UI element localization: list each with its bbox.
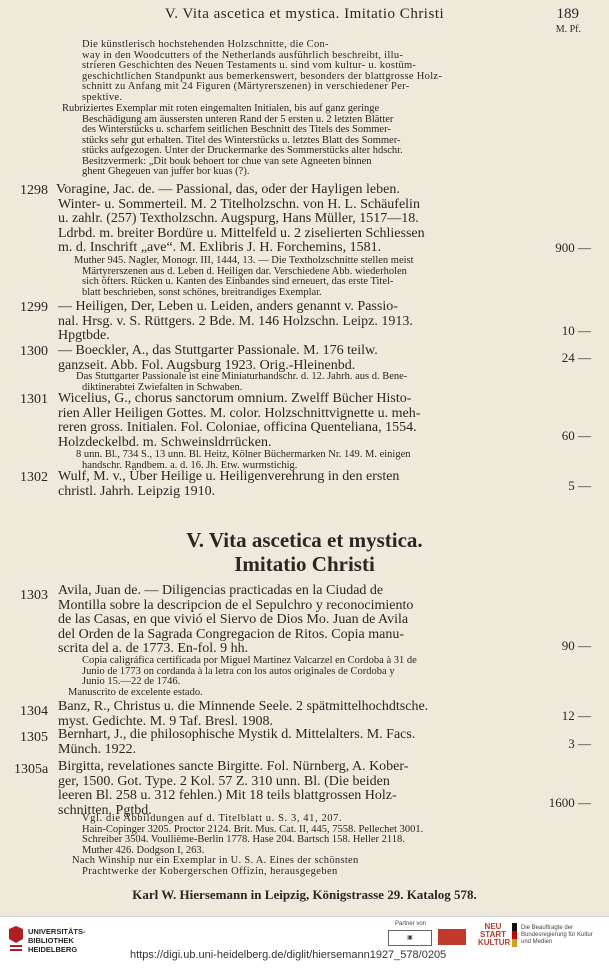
- price: 90 —: [561, 638, 591, 653]
- entry-number: 1300: [20, 344, 48, 359]
- neustart-kultur-logo: NEU START KULTUR: [478, 922, 511, 947]
- viewer-bottom-bar: [0, 916, 609, 968]
- entry-number: 1302: [20, 470, 48, 485]
- currency-label: M. Pf.: [555, 24, 581, 35]
- entry-number: 1299: [20, 300, 48, 315]
- entry-1300: — Boeckler, A., das Stuttgarter Passionale. M. 176 teilw. ganzseit. Abb. Fol. Augsburg 1923. Orig.-Hleinenbd.: [58, 343, 378, 373]
- price: 5 —: [568, 478, 591, 493]
- entry-number: 1304: [20, 704, 48, 719]
- entry-note: Copia caligráfica certificada por Miguel Martinez Valcarzel en Cordoba à 31 de Junio de 1773 on cordanda à la letra con los autos originales de Cordoba y Junio 15.—22 de 1746. Manuscrito de excelente estado.: [68, 655, 417, 698]
- entry-1301: Wicelius, G., chorus sanctorum omnium. Zwelff Bücher Histo- rien Aller Heiligen Gottes. M. color. Holzschnittvignette u. meh- reren gross. Initialen. Fol. Coloniae, officina Quenteliana, 1554. Holzdeckelbd. m. Schweinsldrrücken.: [58, 391, 421, 450]
- entry-1302: Wulf, M. v., Über Heilige u. Heiligenverehrung in den ersten christl. Jahrh. Leipzig 1910.: [58, 469, 400, 499]
- entry-1299: — Heiligen, Der, Leben u. Leiden, anders genannt v. Passio- nal. Hrsg. v. S. Rüttgers. 2 Bde. M. 146 Holzschn. Leipz. 1913. Hpgtbde.: [58, 299, 413, 343]
- partner-label: Partner von: [395, 921, 427, 927]
- entry-number: 1301: [20, 392, 48, 407]
- price: 3 —: [568, 736, 591, 751]
- entry-note: 8 unn. Bl., 734 S., 13 unn. Bl. Heitz, Kölner Büchermarken Nr. 149. M. einigen handschr. Randbem. a. d. 16. Jh. Etw. wurmstichig.: [76, 449, 411, 471]
- page-number: 189: [556, 6, 579, 22]
- price: 24 —: [561, 350, 591, 365]
- partner-logo-1: ▣: [388, 930, 432, 946]
- entry-number: 1303: [20, 588, 48, 603]
- price: 60 —: [561, 428, 591, 443]
- note-copy-condition: Rubriziertes Exemplar mit roten eingemalten Initialen, bis auf ganz geringe Beschädigung am äussersten unteren Rand der 5 ersten u. 2 letzten Blätter des Winterstücks u. scharfem seitlichen Beschnitt des Titels des Sommer- stücks sehr gut erhalten. Titel des Winterstücks u. letztes Blatt des Sommer- stücks aufgezogen. Unter der Druckermarke des Sommerstücks alter hdschr. Besitzvermerk: „Dit bouk behoert tor chue van sete Agneeten binnen ghent Ghegeuen van juffer bor kuas (?).: [62, 103, 403, 177]
- entry-1298: Voragine, Jac. de. — Passional, das, oder der Hayligen leben. Winter- u. Sommerteil. M. 2 Titelholzschn. von H. L. Schäufelin u. zahlr. (257) Textholzschn. Augspurg, Hans Müller, 1517—18. Ldrbd. m. breiter Bordüre u. Mittelfeld u. 2 ziselierten Schliessen m. d. Inschrift „ave“. M. Exlibris J. H. Forchemins, 1581.: [56, 182, 425, 255]
- price: 900 —: [555, 240, 591, 255]
- entry-note: Vgl. die Abbildungen auf d. Titelblatt u. S. 3, 41, 207. Hain-Copinger 3205. Proctor 2124. Brit. Mus. Cat. II, 445, 7558. Pellechet 3001. Schreiber 3504. Voullième-Berlin 1778. Hase 204. Bartsch 158. Heller 2118. Muther 426. Dodgson I, 263. Nach Winship nur ein Exemplar in U. S. A. Eines der schönsten Prachtwerke der Kobergerschen Offizin, herausgegeben: [72, 813, 424, 877]
- entry-note: Muther 945. Nagler, Monogr. III, 1444, 13. — Die Textholzschnitte stellen meist Märtyrerszenen aus d. Leben d. Heiligen dar. Verschiedene Abb. wiederholen sich öfters. Rücken u. Kanten des Einbandes sind erneuert, das erste Titel- blatt beschrieben, sonst schönes, breitrandiges Exemplar.: [74, 255, 414, 298]
- catalog-footer: Karl W. Hiersemann in Leipzig, Königstrasse 29. Katalog 578.: [132, 887, 477, 902]
- running-header: V. Vita ascetica et mystica. Imitatio Christi: [164, 6, 445, 22]
- partner-logo-2: [438, 929, 466, 945]
- library-name: UNIVERSITÄTS- BIBLIOTHEK HEIDELBERG: [28, 927, 86, 954]
- entry-1305a: Birgitta, revelationes sancte Birgitte. Fol. Nürnberg, A. Kober- ger, 1500. Got. Type. 2 Kol. 57 Z. 310 unn. Bl. (Die beiden leeren Bl. 258 u. 312 fehlen.) Mit 18 teils blattgrossen Holz- schnitten. Pgtbd.: [58, 759, 409, 818]
- entry-number: 1305a: [14, 762, 49, 777]
- entry-number: 1298: [20, 183, 48, 198]
- entry-1305: Bernhart, J., die philosophische Mystik d. Mittelalters. M. Facs. Münch. 1922.: [58, 727, 416, 757]
- section-title: V. Vita ascetica et mystica.: [186, 528, 423, 552]
- entry-1303: Avila, Juan de. — Diligencias practicadas en la Ciudad de Montilla sobre la descripcion de el Sepulchro y reconocimiento de las Casas, en que vivió el Siervo de Dios Mo. Juan de Avila del Orden de la Sagrada Congregacion de Ritos. Copia manu- scrita del a. de 1773. En-fol. 9 hh.: [58, 583, 414, 656]
- federal-flag-icon: [512, 923, 517, 947]
- bkm-label: Die Beauftragte der Bundesregierung für Kultur und Medien: [521, 925, 593, 945]
- page-url[interactable]: https://digi.ub.uni-heidelberg.de/diglit/hiersemann1927_578/0205: [130, 949, 447, 961]
- price: 10 —: [561, 323, 591, 338]
- price: 1600 —: [548, 795, 591, 810]
- entry-number: 1305: [20, 730, 48, 745]
- library-seal-icon: [6, 925, 26, 955]
- note-woodcuts: Die künstlerisch hochstehenden Holzschnitte, die Con- way in den Woodcutters of the Netherlands ausführlich beschreibt, illu- strieren Geschichten des Neuen Testaments u. sind vom kultur- u. kostüm- geschichtlichen Standpunkt aus bemerkenswert, besonders der blattgrosse Holz- schnitt zu Anfang mit 24 Figuren (Märtyrerszenen) in verschiedener Per- spektive.: [82, 39, 443, 103]
- price: 12 —: [561, 708, 591, 723]
- entry-note: Das Stuttgarter Passionale ist eine Miniaturhandschr. d. 12. Jahrh. aus d. Bene- diktinerabtei Zwiefalten in Schwaben.: [76, 371, 408, 393]
- library-logo[interactable]: [6, 925, 26, 960]
- entry-1304: Banz, R., Christus u. die Minnende Seele. 2 spätmittelhochdtsche. myst. Gedichte. M. 9 Taf. Bresl. 1908.: [58, 699, 429, 729]
- section-subtitle: Imitatio Christi: [234, 552, 375, 576]
